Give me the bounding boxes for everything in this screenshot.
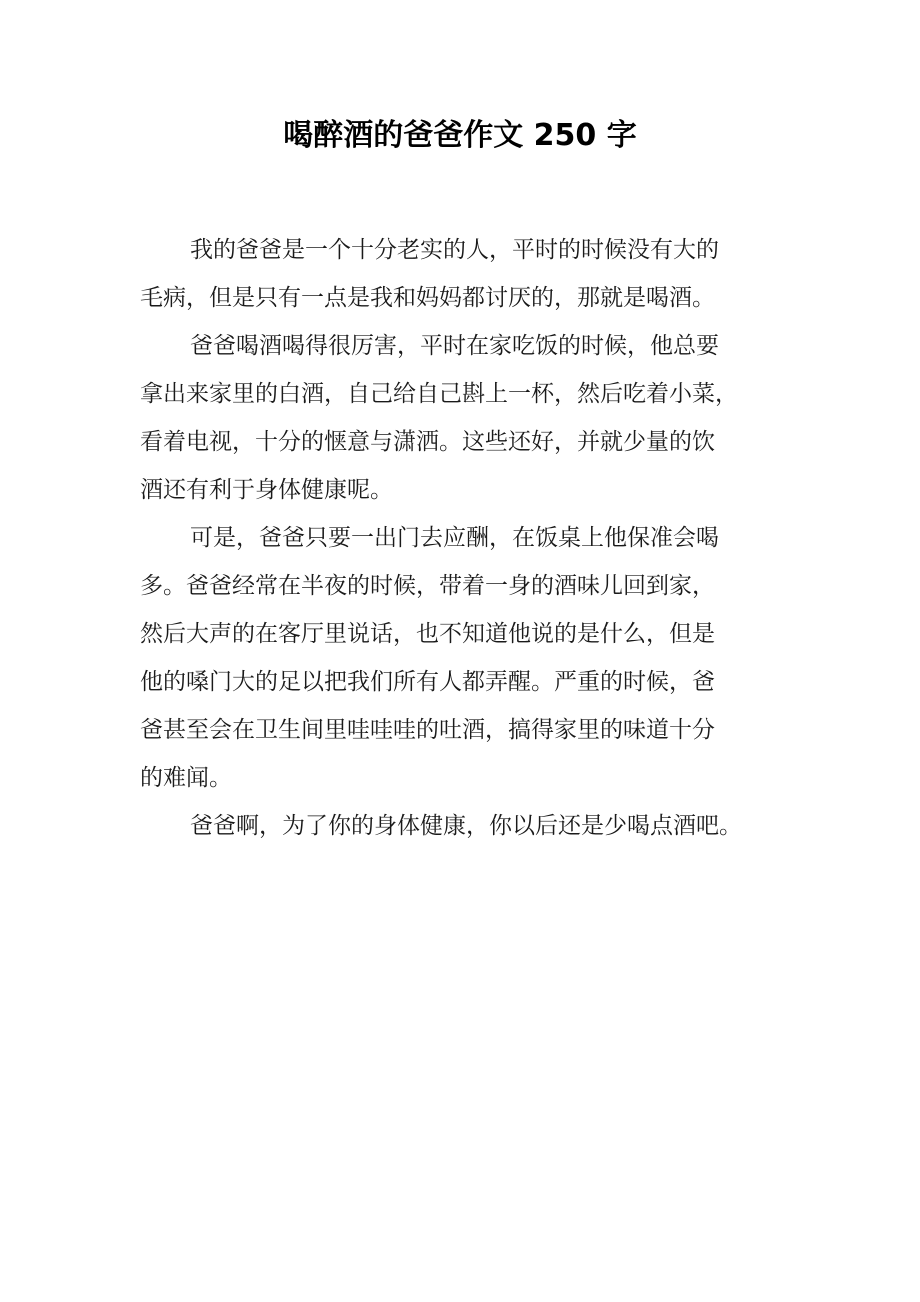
paragraph-line: 的难闻。 (140, 765, 232, 791)
paragraph-line: 爸爸啊，为了你的身体健康，你以后还是少喝点酒吧。 (190, 813, 742, 839)
paragraph-3 (140, 514, 780, 802)
paragraph-line: 爸甚至会在卫生间里哇哇哇的吐酒，搞得家里的味道十分 (140, 717, 715, 743)
paragraph-4 (140, 802, 780, 850)
paragraph-line: 然后大声的在客厅里说话，也不知道他说的是什么，但是 (140, 621, 715, 647)
document-body (140, 226, 780, 850)
paragraph-line: 看着电视，十分的惬意与潇洒。这些还好，并就少量的饮 (140, 429, 715, 455)
paragraph-line: 爸爸喝酒喝得很厉害，平时在家吃饭的时候，他总要 (190, 333, 719, 359)
paragraph-line: 拿出来家里的白酒，自己给自己斟上一杯，然后吃着小菜， (140, 381, 738, 407)
paragraph-line: 可是，爸爸只要一出门去应酬，在饭桌上他保准会喝 (190, 525, 719, 551)
document-title: 喝醉酒的爸爸作文 250 字 (283, 118, 637, 153)
paragraph-line: 我的爸爸是一个十分老实的人，平时的时候没有大的 (190, 237, 719, 263)
paragraph-line: 他的嗓门大的足以把我们所有人都弄醒。严重的时候，爸 (140, 669, 715, 695)
paragraph-1 (140, 226, 780, 322)
paragraph-line: 毛病，但是只有一点是我和妈妈都讨厌的，那就是喝酒。 (140, 285, 715, 311)
paragraph-line: 酒还有利于身体健康呢。 (140, 477, 393, 503)
paragraph-2 (140, 322, 780, 514)
paragraph-line: 多。爸爸经常在半夜的时候，带着一身的酒味儿回到家， (140, 573, 715, 599)
